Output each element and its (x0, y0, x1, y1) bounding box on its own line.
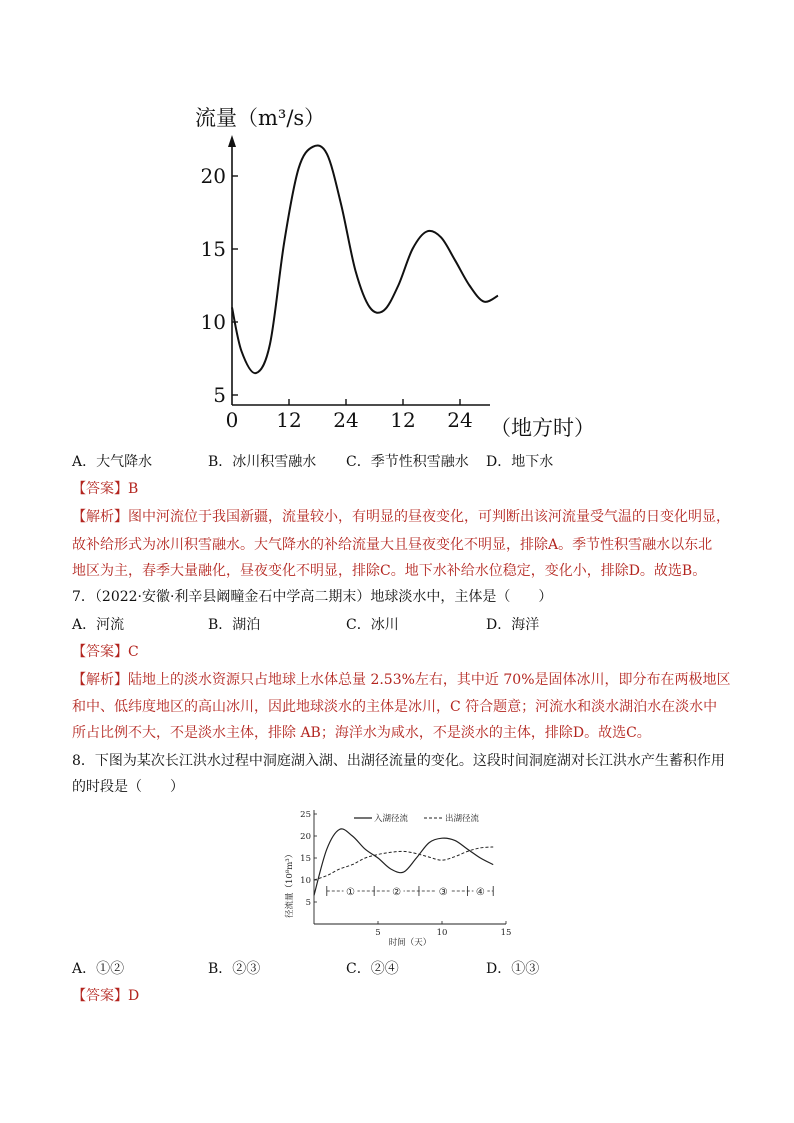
q7-answer (72, 642, 732, 662)
q8-option-a: A．①② (72, 961, 125, 977)
chart2-y-tick-label: 5 (305, 898, 311, 908)
q7-option-d: D．海洋 (486, 617, 540, 633)
chart2-y-tick-label: 25 (300, 810, 311, 820)
q7-answer-label: 【答案】 (72, 644, 128, 660)
chart1-y-tick-label: 15 (200, 237, 226, 261)
q7-analysis-text-1: 陆地上的淡水资源只占地球上水体总量 2.53%左右，其中近 70%是固体冰川，即分布在两极地区 (128, 672, 731, 688)
chart2-x-tick-label: 15 (500, 928, 512, 938)
chart2-x-tick-label: 10 (436, 928, 448, 938)
q8-option-b: B．②③ (208, 961, 261, 977)
q7-question: 7．（2022·安徽·利辛县阚疃金石中学高二期末）地球淡水中，主体是（ ） (72, 589, 553, 605)
chart2-period-label: ④ (475, 887, 485, 898)
q6-option-a: A．大气降水 (72, 454, 153, 470)
chart1-y-tick-label: 10 (200, 310, 226, 334)
q6-option-d: D．地下水 (486, 454, 554, 470)
q8-answer-value: D (128, 988, 140, 1004)
q7-analysis-label: 【解析】 (72, 672, 128, 688)
chart1-x-tick-label: 24 (333, 408, 359, 432)
q7-option-b: B．湖泊 (208, 617, 261, 633)
q7-option-a: A．河流 (72, 617, 125, 633)
chart1-x-tick-label: 24 (447, 408, 473, 432)
q6-answer-value: B (128, 481, 139, 497)
chart2-ylabel: 径流量（10⁸m³） (285, 849, 295, 918)
q7-answer-value: C (128, 644, 139, 660)
q8-option-d: D．①③ (486, 961, 540, 977)
q6-analysis-text-1: 图中河流位于我国新疆，流量较小，有明显的昼夜变化，可判断出该河流量受气温的日变化明显， (128, 509, 730, 525)
q8-question-line-2: 的时段是（ ） (72, 779, 184, 795)
chart1-x-tick-label: 0 (225, 408, 239, 432)
chart2-inflow-line (314, 829, 493, 896)
chart2-period-label: ① (345, 887, 355, 898)
chart1-y-arrow (228, 135, 236, 147)
dongting-runoff-chart (280, 800, 520, 950)
chart1-ylabel: 流量（m³/s） (195, 106, 326, 130)
chart2-y-tick-label: 10 (300, 876, 311, 886)
streamflow-chart (190, 95, 630, 445)
q6-answer-label: 【答案】 (72, 481, 128, 497)
q8-question-line-1: 8．下图为某次长江洪水过程中洞庭湖入湖、出湖径流量的变化。这段时间洞庭湖对长江洪水产生蓄积作用 (72, 753, 725, 769)
q6-analysis-line-3: 地区为主，春季大量融化，昼夜变化不明显，排除C。地下水补给水位稳定，变化小，排除D。故选B。 (72, 563, 707, 579)
q6-analysis-line-2: 故补给形式为冰川积雪融水。大气降水的补给流量大且昼夜变化不明显，排除A。季节性积雪融水以东北 (72, 537, 713, 553)
chart2-period-label: ③ (438, 887, 448, 898)
q6-option-c: C．季节性积雪融水 (346, 454, 469, 470)
chart2-y-tick-label: 15 (300, 854, 311, 864)
chart2-legend-inflow-label: 入湖径流 (374, 814, 409, 824)
chart2-x-tick-label: 5 (375, 928, 381, 938)
q7-analysis-line-2: 和中、低纬度地区的高山冰川，因此地球淡水的主体是冰川，C 符合题意；河流水和淡水湖泊水在淡水中 (72, 699, 718, 715)
chart2-y-tick-label: 20 (300, 832, 311, 842)
q8-answer (72, 986, 732, 1006)
chart1-series-line (232, 145, 498, 373)
chart2-outflow-line (314, 847, 493, 880)
chart2-legend-outflow-label: 出湖径流 (445, 814, 480, 824)
chart2-period-label: ② (392, 887, 402, 898)
chart1-y-tick-label: 5 (213, 383, 226, 407)
chart1-x-tick-label: 12 (390, 408, 416, 432)
q6-analysis-line-1 (72, 507, 732, 527)
chart1-x-tick-label: 12 (276, 408, 302, 432)
chart1-y-tick-label: 20 (200, 164, 226, 188)
chart1-xlabel: （地方时） (490, 416, 595, 440)
q8-option-c: C．②④ (346, 961, 399, 977)
q7-option-c: C．冰川 (346, 617, 399, 633)
q6-analysis-label: 【解析】 (72, 509, 128, 525)
chart2-xlabel: 时间（天） (388, 938, 432, 948)
q7-analysis-line-1 (72, 670, 732, 690)
q7-analysis-line-3: 所占比例不大，不是淡水主体，排除 AB；海洋水为咸水，不是淡水的主体，排除D。故选C。 (72, 725, 651, 741)
q8-answer-label: 【答案】 (72, 988, 128, 1004)
q6-answer (72, 479, 732, 499)
q6-option-b: B．冰川积雪融水 (208, 454, 317, 470)
